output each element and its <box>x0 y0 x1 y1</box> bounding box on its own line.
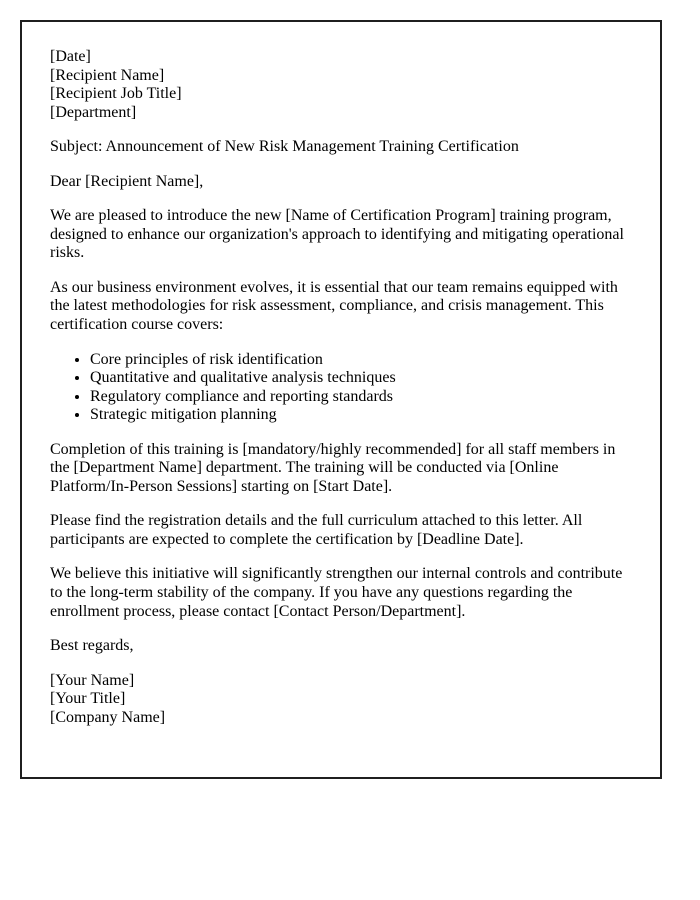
list-item: • Core principles of risk identification <box>90 351 630 370</box>
your-title-placeholder: [Your Title] <box>50 690 126 708</box>
recipient-address-block <box>50 48 630 122</box>
course-topics-list <box>50 351 630 425</box>
recipient-job-title-placeholder: [Recipient Job Title] <box>50 85 182 103</box>
department-placeholder: [Department] <box>50 103 137 121</box>
company-name-placeholder: [Company Name] <box>50 708 166 726</box>
paragraph-closing: We believe this initiative will significantly strengthen our internal controls and contribute to the long-term stability of the company. If you have any questions regarding the enrollment process, please contact [Contact Person/Department]. <box>50 565 623 620</box>
paragraph-completion: Completion of this training is [mandatory/highly recommended] for all staff members in the [Department Name] department. The training will be conducted via [Online Platform/In-Person Sessions] starting on [Start Date]. <box>50 440 616 495</box>
subject-line: Subject: Announcement of New Risk Management Training Certification <box>50 138 519 156</box>
signature-block <box>50 672 630 728</box>
letter-page <box>20 20 662 779</box>
list-item: • Strategic mitigation planning <box>90 406 630 425</box>
letter-body <box>50 48 630 727</box>
signoff: Best regards, <box>50 637 134 655</box>
list-item: • Regulatory compliance and reporting standards <box>90 388 630 407</box>
salutation: Dear [Recipient Name], <box>50 172 204 190</box>
list-item: • Quantitative and qualitative analysis techniques <box>90 369 630 388</box>
date-placeholder: [Date] <box>50 48 91 65</box>
paragraph-context: As our business environment evolves, it is essential that our team remains equipped with the latest methodologies for risk assessment, compliance, and crisis management. This certification course covers: <box>50 278 618 334</box>
recipient-name-placeholder: [Recipient Name] <box>50 66 165 84</box>
paragraph-intro: We are pleased to introduce the new [Name of Certification Program] training program, designed to enhance our organization's approach to identifying and mitigating operational risks. <box>50 207 624 262</box>
paragraph-registration: Please find the registration details and the full curriculum attached to this letter. All participants are expected to complete the certification by [Deadline Date]. <box>50 512 583 548</box>
your-name-placeholder: [Your Name] <box>50 671 135 689</box>
